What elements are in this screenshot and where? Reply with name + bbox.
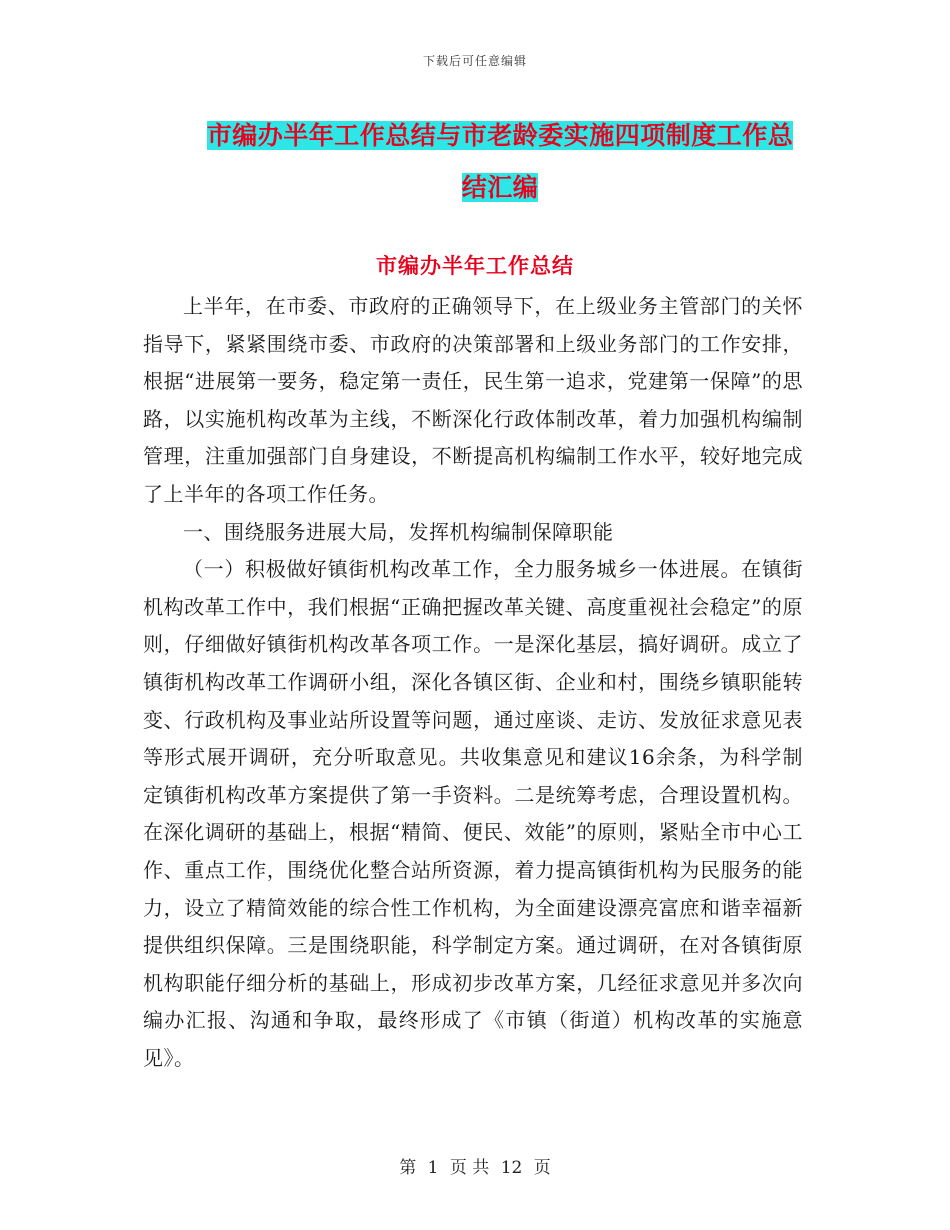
- document-title-text: 市编办半年工作总结与市老龄委实施四项制度工作总结汇编: [206, 121, 794, 202]
- page-footer: [0, 1153, 950, 1178]
- document-body: [143, 288, 803, 1077]
- document-title: [195, 110, 805, 214]
- section-title: 市编办半年工作总结: [376, 253, 574, 278]
- page-header-note: 下载后可任意编辑: [422, 54, 527, 68]
- page-footer-suffix: 页: [533, 1158, 551, 1178]
- paragraph-heading-1: 一、围绕服务进展大局，发挥机构编制保障职能: [183, 519, 614, 544]
- page-total: 12: [500, 1158, 523, 1178]
- paragraph-subsection-1: （一）积极做好镇街机构改革工作，全力服务城乡一体进展。在镇街机构改革工作中，我们根据“正确把握改革关键、高度重视社会稳定”的原则，仔细做好镇街机构改革各项工作。一是深化基层，搞好调研。成立了镇街机构改革工作调研小组，深化各镇区街、企业和村，围绕乡镇职能转变、行政机构及事业站所设置等问题，通过座谈、走访、发放征求意见表等形式展开调研，充分听取意见。共收集意见和建议16余条，为科学制定镇街机构改革方案提供了第一手资料。二是统筹考虑，合理设置机构。在深化调研的基础上，根据“精简、便民、效能”的原则，紧贴全市中心工作、重点工作，围绕优化整合站所资源，着力提高镇街机构为民服务的能力，设立了精简效能的综合性工作机构，为全面建设漂亮富庶和谐幸福新提供组织保障。三是围绕职能，科学制定方案。通过调研，在对各镇街原机构职能仔细分析的基础上，形成初步改革方案，几经征求意见并多次向编办汇报、沟通和争取，最终形成了《市镇（街道）机构改革的实施意见》。: [143, 557, 803, 1070]
- page-number: 1: [427, 1158, 439, 1178]
- paragraph-intro: 上半年，在市委、市政府的正确领导下，在上级业务主管部门的关怀指导下，紧紧围绕市委、市政府的决策部署和上级业务部门的工作安排，根据“进展第一要务，稳定第一责任，民生第一追求，党建第一保障”的思路，以实施机构改革为主线，不断深化行政体制改革，着力加强机构编制管理，注重加强部门自身建设，不断提高机构编制工作水平，较好地完成了上半年的各项工作任务。: [143, 294, 803, 506]
- page-footer-middle: 页 共: [449, 1158, 490, 1178]
- page-footer-prefix: 第: [399, 1158, 417, 1178]
